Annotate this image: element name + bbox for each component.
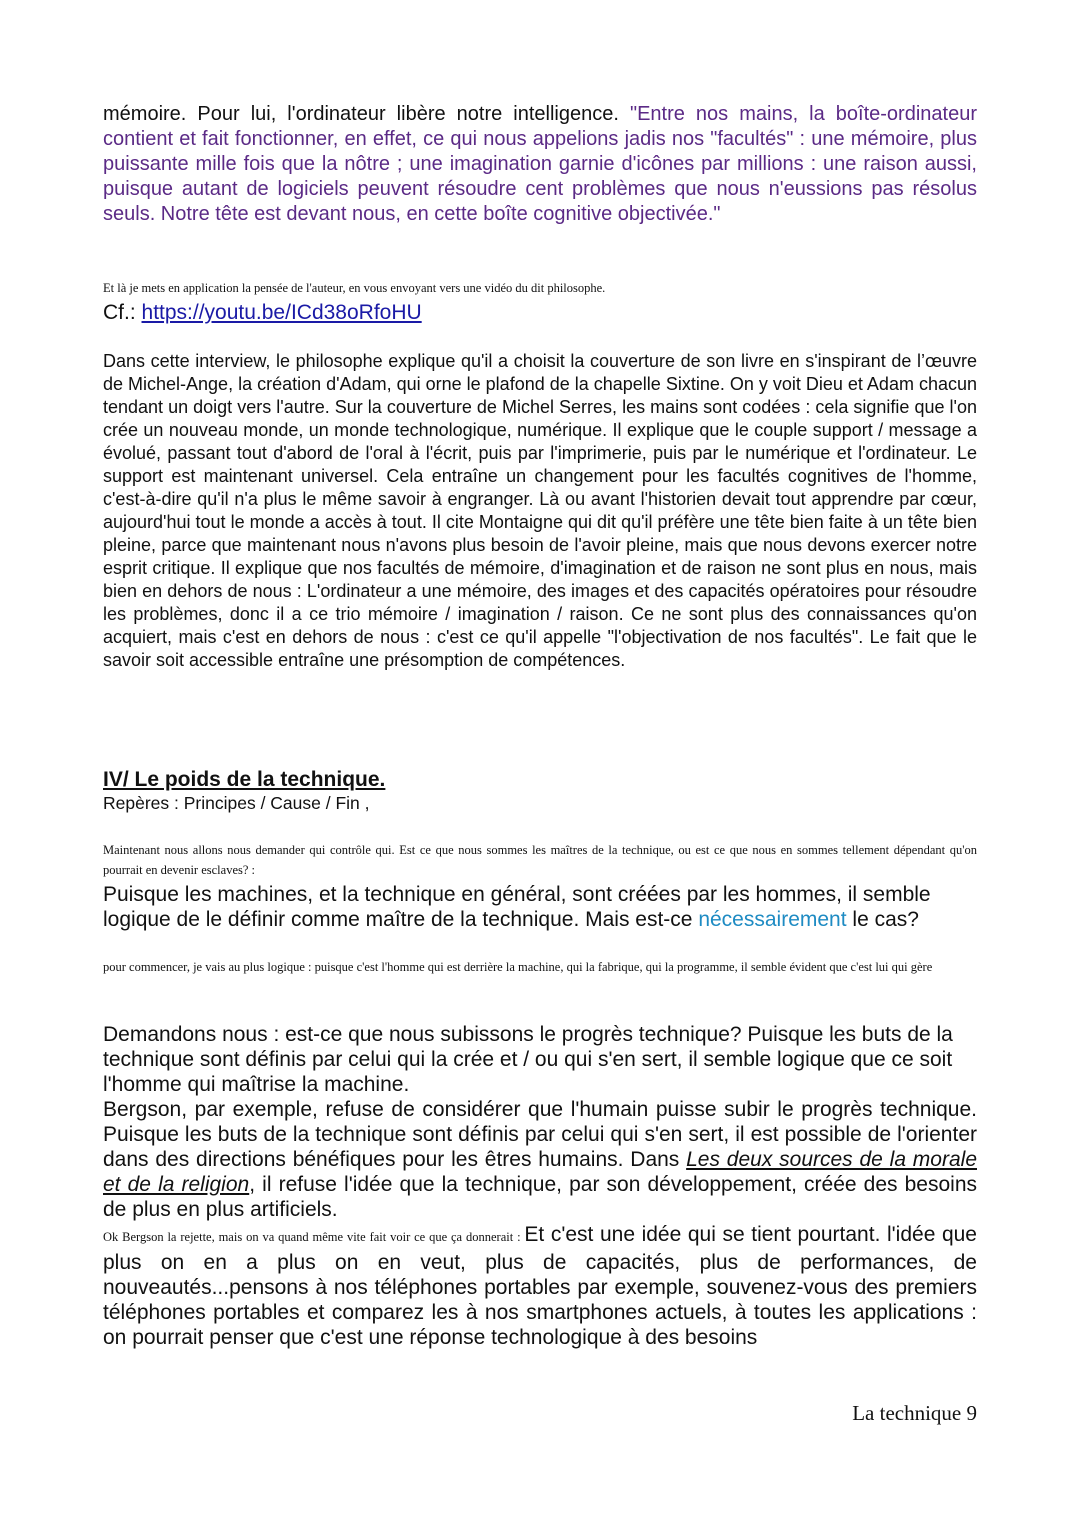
serres-quote: "Entre nos mains, la boîte-ordinateur contient et fait fonctionner, en effet, ce qui nous appelions jadis nos "facultés" : une mémoire, plus puissante mille fois que la nôtre ; une imagination garnie d'icônes par millions : une raison aussi, puisque autant de logiciels peuvent résoudre cent problèmes que nous n'eussions pas résolus seuls. Notre tête est devant nous, en cette boîte cognitive objectivée." xyxy=(103,103,977,225)
paragraph-puisque-after: le cas? xyxy=(846,908,919,931)
note-maitre: Maintenant nous allons nous demander qui contrôle qui. Est ce que nous sommes les maîtres de la technique, ou est ce que nous en sommes tellement dépendant qu'on pourrait en devenir esclaves? : xyxy=(103,843,977,877)
highlight-word: nécessairement xyxy=(698,908,847,931)
paragraph-bergson xyxy=(103,1097,977,1222)
note-bergson: Ok Bergson la rejette, mais on va quand même vite fait voir ce que ça donnerait : xyxy=(103,1230,525,1244)
paragraph-bergson-before: Bergson, par exemple, refuse de considérer que l'humain puisse subir le progrès technique. Puisque les buts de la technique sont définis par celui qui s'en sert, il est possible de l'orienter dans des directions bénéfiques pour les êtres humains. Dans xyxy=(103,1098,977,1171)
reference-prefix: Cf.: xyxy=(103,301,142,324)
youtube-link[interactable]: https://youtu.be/ICd38oRfoHU xyxy=(141,301,422,324)
book-title: Les deux sources de la morale et de la religion xyxy=(103,1148,977,1196)
section-reperes: Repères : Principes / Cause / Fin , xyxy=(103,793,370,813)
paragraph-memoire-lead: mémoire. Pour lui, l'ordinateur libère notre intelligence. xyxy=(103,103,630,125)
note-video: Et là je mets en application la pensée de l'auteur, en vous envoyant vers une vidéo du dit philosophe. xyxy=(103,281,606,295)
paragraph-memoire xyxy=(103,102,977,227)
page-footer: La technique 9 xyxy=(852,1401,977,1425)
paragraph-puisque-before: Puisque les machines, et la technique en général, sont créées par les hommes, il semble logique de le définir comme maître de la technique. Mais est-ce xyxy=(103,883,931,931)
reference-line xyxy=(103,300,977,326)
section-title: IV/ Le poids de la technique. xyxy=(103,768,386,791)
paragraph-demandons: Demandons nous : est-ce que nous subissons le progrès technique? Puisque les buts de la technique sont définis par celui qui la crée et / ou qui s'en sert, il semble logique que ce soit l'homme qui maîtrise la machine. xyxy=(103,1023,953,1096)
paragraph-ok-text: Et c'est une idée qui se tient pourtant. l'idée que plus on en a plus on en veut, plus de capacités, plus de performances, de nouveautés...pensons à nos téléphones portables par exemple, souvenez-vous des premiers téléphones portables et comparez les à nos smartphones actuels, à toutes les applications : on pourrait penser que c'est une réponse technologique à des besoins xyxy=(103,1223,977,1349)
paragraph-ok xyxy=(103,1222,977,1350)
paragraph-bergson-after: , il refuse l'idée que la technique, par son développement, créée des besoins de plus en plus artificiels. xyxy=(103,1173,977,1221)
paragraph-interview: Dans cette interview, le philosophe explique qu'il a choisit la couverture de son livre en s'inspirant de l’œuvre de Michel-Ange, la création d'Adam, qui orne le plafond de la chapelle Sixtine. On y voit Dieu et Adam chacun tendant un doigt vers l'autre. Sur la couverture de Michel Serres, les mains sont codées : cela signifie que l'on crée un nouveau monde, un monde technologique, numérique. Il explique que le couple support / message a évolué, passant tout d'abord de l'oral à l'écrit, puis par l'imprimerie, puis par le numérique et l'ordinateur. Le support est maintenant universel. Cela entraîne un changement pour les facultés cognitives de l'homme, c'est-à-dire qu'il n'a plus le même savoir à engranger. Là ou avant l'historien devait tout apprendre par cœur, aujourd'hui tout le monde a accès à tout. Il cite Montaigne qui dit qu'il préfère une tête bien faite à un tête bien pleine, parce que maintenant nous n'avons plus besoin de l'avoir pleine, mais que nous devons exercer notre esprit critique. Il explique que nos facultés de mémoire, d'imagination et de raison ne sont plus en nous, mais bien en dehors de nous : L'ordinateur a une mémoire, des images et des capacités opératoires pour résoudre les problèmes, donc il a ce trio mémoire / imagination / raison. Ce ne sont plus des connaissances qu'on acquiert, mais c'est en dehors de nous : c'est ce qu'il appelle "l'objectivation de nos facultés". Le fait que le savoir soit accessible entraîne une présomption de compétences. xyxy=(103,351,977,670)
paragraph-puisque xyxy=(103,882,977,932)
note-commencer: pour commencer, je vais au plus logique : puisque c'est l'homme qui est derrière la machine, qui la fabrique, qui la programme, il semble évident que c'est lui qui gère xyxy=(103,960,933,974)
